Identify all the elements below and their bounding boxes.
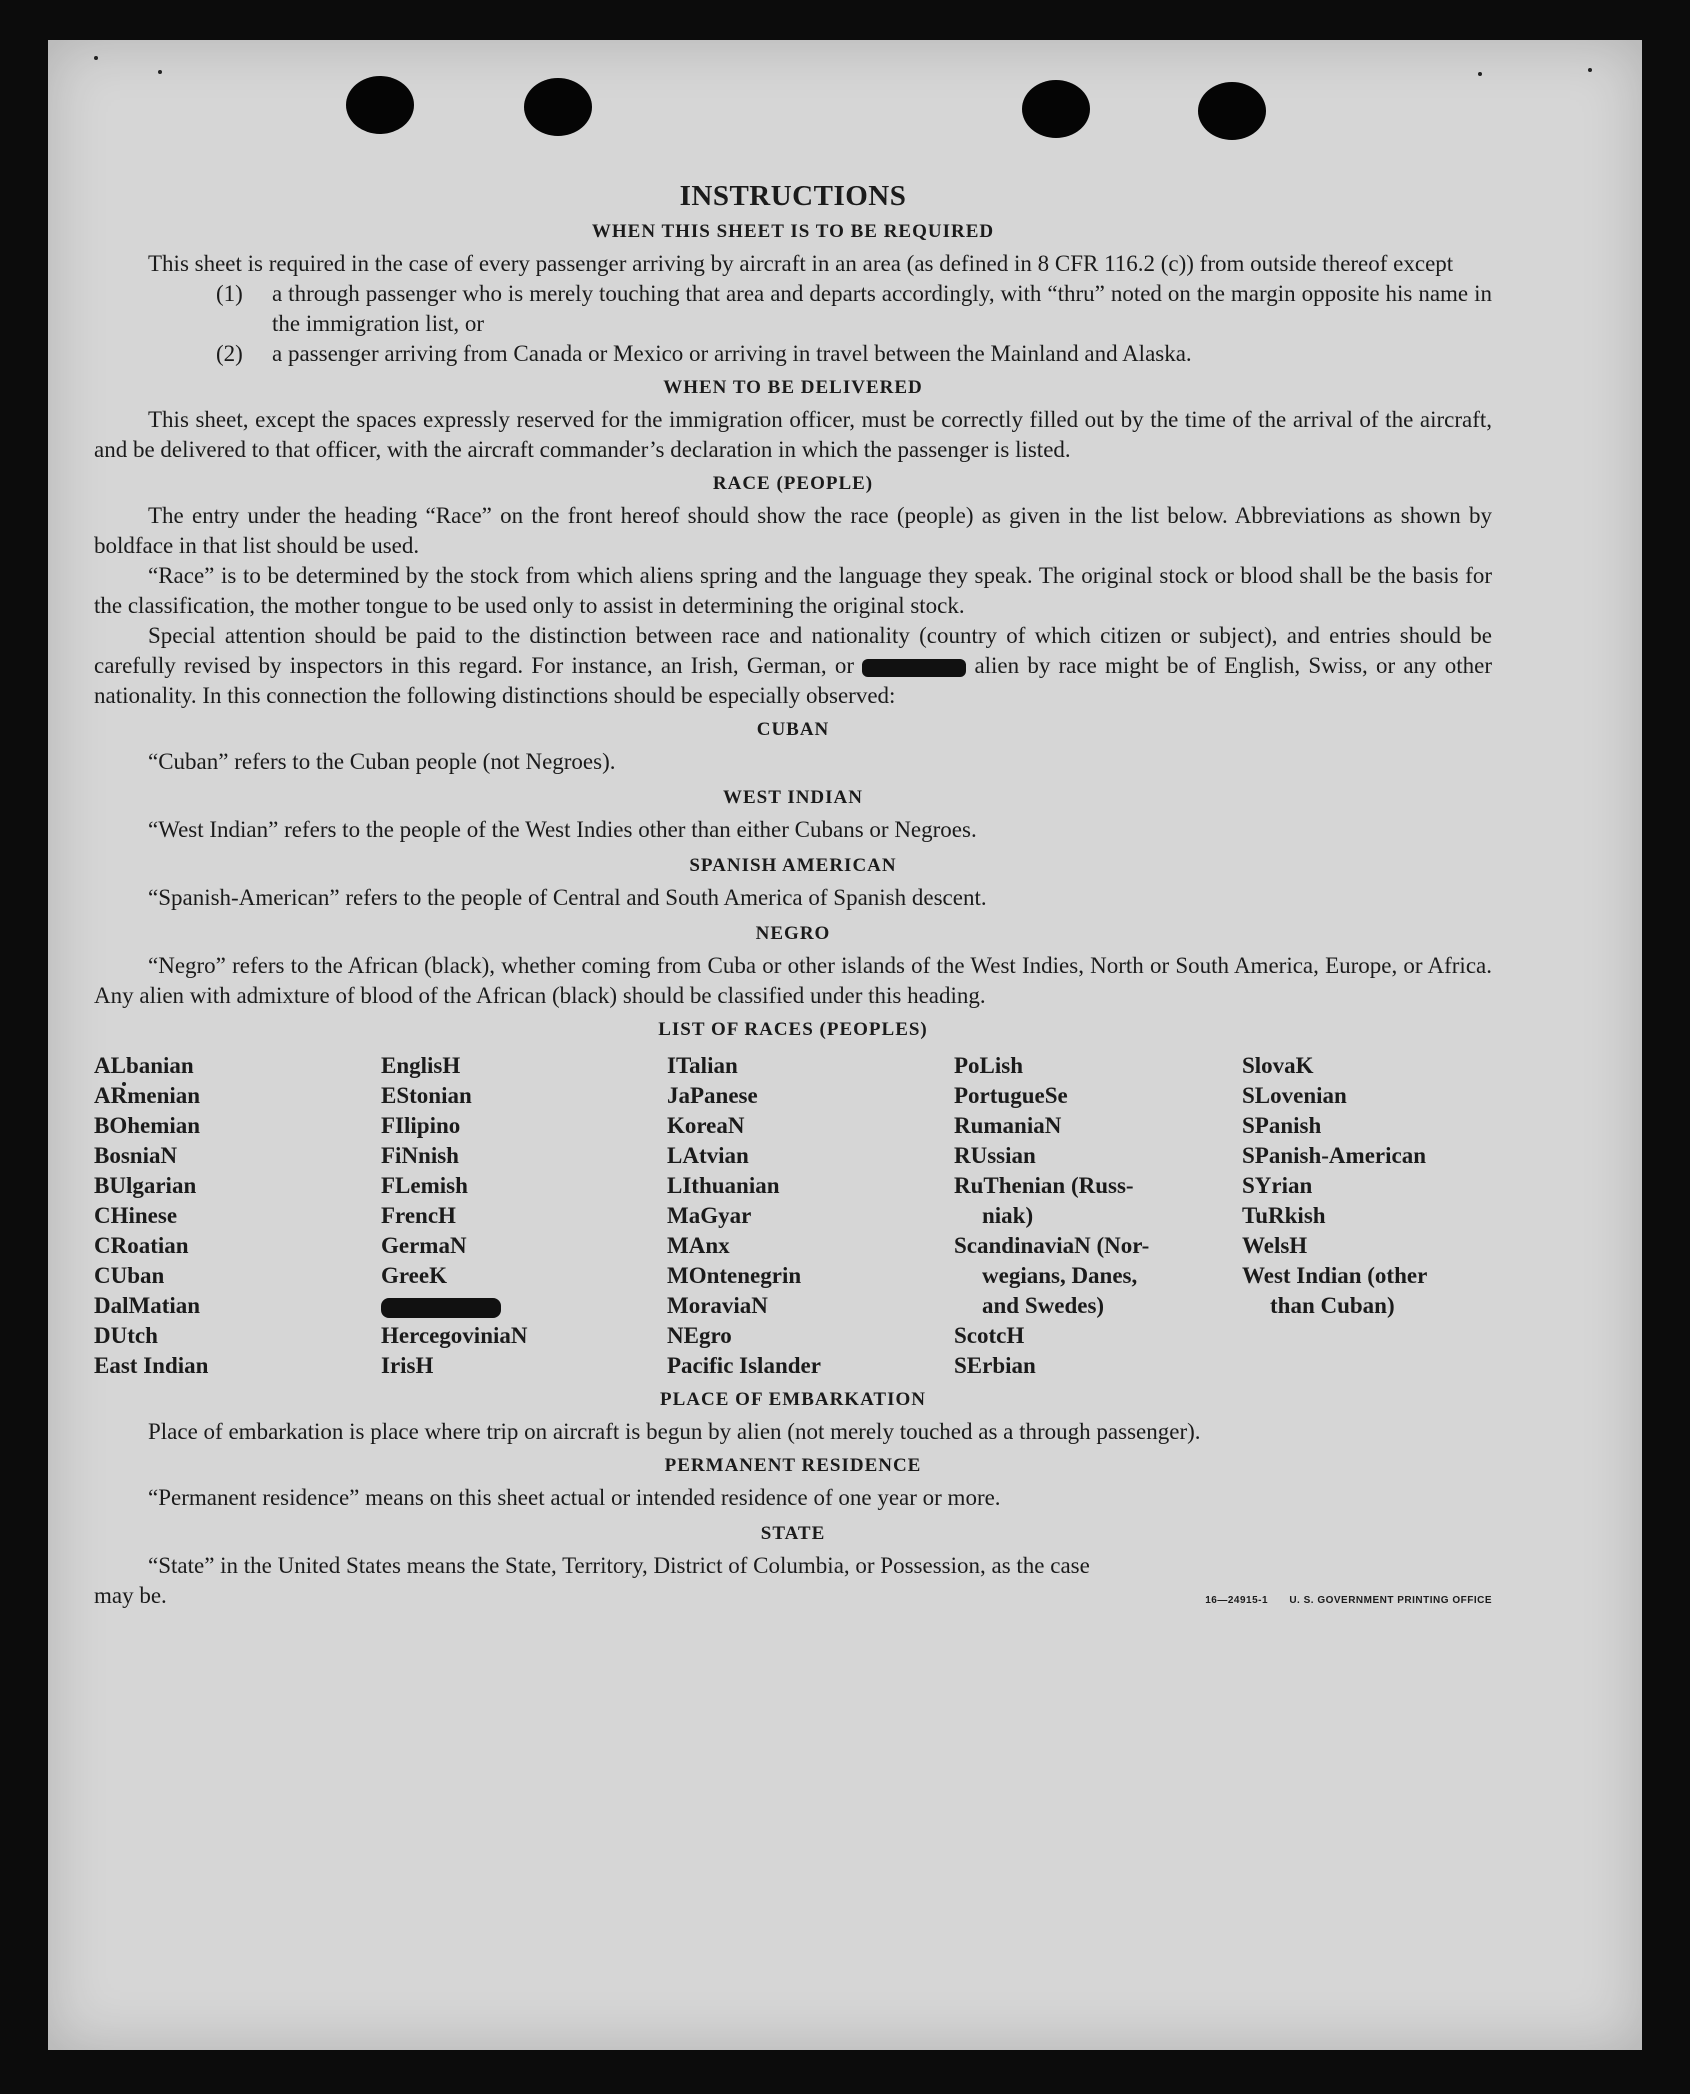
dust-speck (94, 56, 98, 60)
races-column (667, 1051, 954, 1381)
punch-hole (524, 78, 592, 136)
dust-speck (158, 70, 162, 74)
exception-text: a passenger arriving from Canada or Mexico or arriving in travel between the Mainland and Alaska. (272, 341, 1192, 366)
races-list (94, 1051, 1492, 1381)
race-entry: NEgro (667, 1323, 732, 1348)
cuban-definition: “Cuban” refers to the Cuban people (not Negroes). (148, 749, 616, 774)
race-entry: FiNnish (381, 1143, 459, 1168)
punch-hole (1198, 82, 1266, 140)
race-entry: niak) (982, 1203, 1034, 1228)
race-entry: SLovenian (1242, 1083, 1347, 1108)
exception-number: (2) (216, 341, 243, 366)
embarkation-text: Place of embarkation is place where trip on aircraft is begun by alien (not merely touched as a through passenger). (148, 1419, 1201, 1444)
document-sheet (48, 40, 1642, 2050)
race-paragraph-3 (94, 621, 1492, 711)
race-entry: and Swedes) (982, 1293, 1105, 1318)
race-paragraph-3-end: alien by race might be of English, Swiss, or any other nationality. In this connection the following distinctions should be especially observed: (94, 653, 1493, 708)
race-entry: RuThenian (Russ- (954, 1173, 1134, 1198)
race-entry: JaPanese (667, 1083, 758, 1108)
heading-races-list: LIST OF RACES (PEOPLES) (658, 1019, 928, 1040)
redaction-mark (381, 1298, 501, 1318)
race-entry: SYrian (1242, 1173, 1313, 1198)
race-entry: SErbian (954, 1353, 1036, 1378)
race-entry: SlovaK (1242, 1053, 1314, 1078)
west-indian-definition: “West Indian” refers to the people of the West Indies other than either Cubans or Negroes. (148, 817, 977, 842)
punch-hole (1022, 80, 1090, 138)
race-entry: wegians, Danes, (982, 1263, 1138, 1288)
race-entry: ALbanian (94, 1053, 194, 1078)
form-number: 16—24915-1 (1205, 1595, 1269, 1606)
permanent-residence-text: “Permanent residence” means on this sheet actual or intended residence of one year or more. (148, 1485, 1001, 1510)
race-entry: EnglisH (381, 1053, 461, 1078)
heading-when-delivered: WHEN TO BE DELIVERED (663, 377, 923, 398)
race-paragraph-3-start: Special attention should be paid to the distinction between race and nationality (country of which citizen or subject), and entries should be carefully revised by inspectors in this regard. For instance, an Irish, German, or (94, 623, 1492, 678)
printer-name: U. S. GOVERNMENT PRINTING OFFICE (1289, 1595, 1492, 1606)
heading-permanent-residence: PERMANENT RESIDENCE (664, 1455, 922, 1476)
race-entry: West Indian (other (1242, 1263, 1428, 1288)
race-entry: MaGyar (667, 1203, 752, 1228)
exception-item (94, 339, 1492, 369)
redaction-mark (862, 659, 966, 677)
heading-race: RACE (PEOPLE) (712, 473, 874, 494)
race-entry: DalMatian (94, 1293, 201, 1318)
dust-speck (1478, 72, 1482, 76)
race-entry: BOhemian (94, 1113, 201, 1138)
state-text-end: may be. (94, 1583, 167, 1608)
race-entry: MAnx (667, 1233, 730, 1258)
heading-spanish-american: SPANISH AMERICAN (689, 855, 897, 876)
race-entry: GreeK (381, 1263, 447, 1288)
page-title: INSTRUCTIONS (679, 180, 907, 212)
races-column (381, 1051, 667, 1381)
printer-imprint (1187, 1595, 1492, 1606)
race-entry: CHinese (94, 1203, 178, 1228)
instructions-content (94, 180, 1492, 1611)
race-entry: ARmenian (94, 1083, 201, 1108)
heading-state: STATE (760, 1523, 826, 1544)
race-entry: IrisH (381, 1353, 434, 1378)
race-entry: East Indian (94, 1353, 209, 1378)
exception-item (94, 279, 1492, 339)
race-entry: FIlipino (381, 1113, 461, 1138)
race-entry: SPanish-American (1242, 1143, 1426, 1168)
race-entry: CUban (94, 1263, 165, 1288)
state-text: “State” in the United States means the State, Territory, District of Columbia, or Possession, as the case (148, 1553, 1090, 1578)
race-entry: BUlgarian (94, 1173, 197, 1198)
race-entry: LAtvian (667, 1143, 749, 1168)
race-entry: LIthuanian (667, 1173, 780, 1198)
race-paragraph-2: “Race” is to be determined by the stock from which aliens spring and the language they speak. The original stock or blood shall be the basis for the classification, the mother tongue to be used only to assist in determining the original stock. (94, 563, 1492, 618)
race-entry: PoLish (954, 1053, 1024, 1078)
race-entry: FrencH (381, 1203, 456, 1228)
race-entry: CRoatian (94, 1233, 189, 1258)
race-entry: than Cuban) (1270, 1293, 1395, 1318)
exception-number: (1) (216, 281, 243, 306)
exception-text: a through passenger who is merely touching that area and departs accordingly, with “thru” noted on the margin opposite his name in the immigration list, or (272, 281, 1492, 336)
race-entry: RUssian (954, 1143, 1036, 1168)
redacted-entry (381, 1291, 667, 1321)
race-entry: EStonian (381, 1083, 472, 1108)
race-entry: FLemish (381, 1173, 468, 1198)
heading-cuban: CUBAN (756, 719, 830, 740)
heading-west-indian: WEST INDIAN (723, 787, 863, 808)
race-entry: BosniaN (94, 1143, 178, 1168)
heading-negro: NEGRO (755, 923, 831, 944)
when-required-intro: This sheet is required in the case of every passenger arriving by aircraft in an area (as defined in 8 CFR 116.2 (c)) from outside thereof except (148, 251, 1454, 276)
race-entry: ScandinaviaN (Nor- (954, 1233, 1150, 1258)
race-paragraph-1: The entry under the heading “Race” on the front hereof should show the race (people) as given in the list below. Abbreviations as shown by boldface in that list should be used. (94, 503, 1492, 558)
race-entry: Pacific Islander (667, 1353, 821, 1378)
race-entry: DUtch (94, 1323, 158, 1348)
dust-speck (1588, 68, 1592, 72)
punch-hole (346, 76, 414, 134)
when-delivered-text: This sheet, except the spaces expressly reserved for the immigration officer, must be correctly filled out by the time of the arrival of the aircraft, and be delivered to that officer, with the aircraft commander’s declaration in which the passenger is listed. (94, 407, 1492, 462)
race-entry: WelsH (1242, 1233, 1308, 1258)
race-entry: RumaniaN (954, 1113, 1062, 1138)
races-column (94, 1051, 381, 1381)
race-entry: MOntenegrin (667, 1263, 802, 1288)
race-entry: MoraviaN (667, 1293, 768, 1318)
races-column (1242, 1051, 1492, 1381)
race-entry: HercegoviniaN (381, 1323, 528, 1348)
negro-definition: “Negro” refers to the African (black), whether coming from Cuba or other islands of the West Indies, North or South America, Europe, or Africa. Any alien with admixture of blood of the African (black) should be classified under this heading. (94, 953, 1492, 1008)
race-entry: ScotcH (954, 1323, 1025, 1348)
races-column (954, 1051, 1242, 1381)
race-entry: ITalian (667, 1053, 738, 1078)
heading-embarkation: PLACE OF EMBARKATION (660, 1389, 926, 1410)
race-entry: SPanish (1242, 1113, 1322, 1138)
race-entry: KoreaN (667, 1113, 745, 1138)
race-entry: TuRkish (1242, 1203, 1326, 1228)
heading-when-required: WHEN THIS SHEET IS TO BE REQUIRED (591, 221, 995, 242)
spanish-american-definition: “Spanish-American” refers to the people of Central and South America of Spanish descent. (148, 885, 987, 910)
race-entry: PortugueSe (954, 1083, 1068, 1108)
race-entry: GermaN (381, 1233, 467, 1258)
state-text-end-line (94, 1581, 1492, 1611)
